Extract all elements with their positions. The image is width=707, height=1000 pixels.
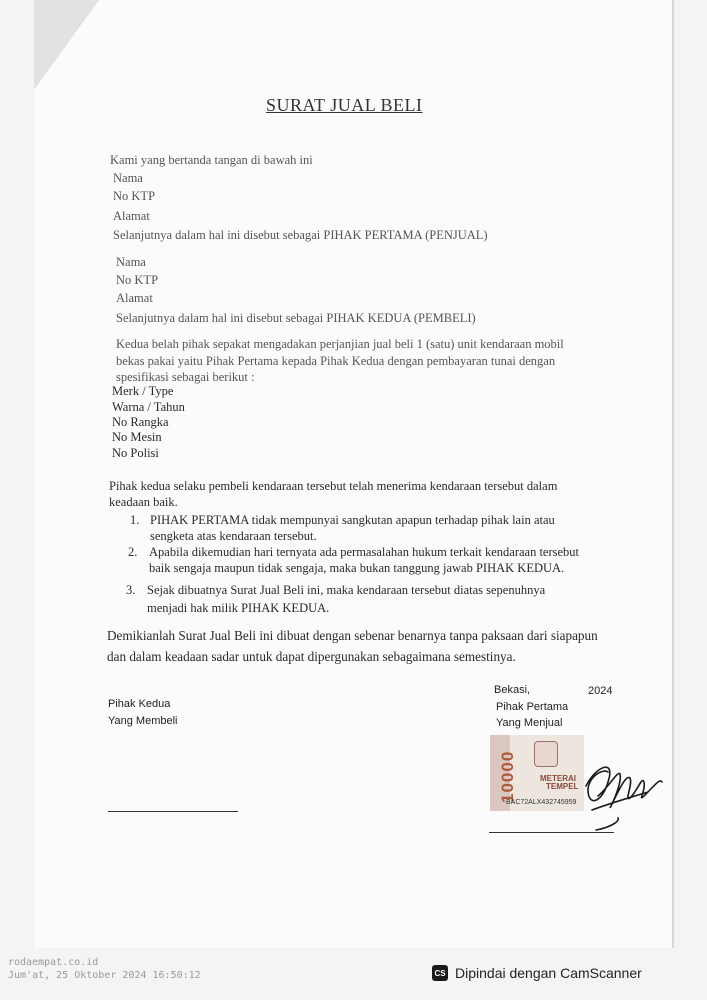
document-title: SURAT JUAL BELI: [266, 95, 423, 115]
stamp-label-2: TEMPEL: [546, 782, 579, 791]
garuda-emblem-icon: [534, 741, 558, 767]
camscanner-icon: CS: [432, 965, 448, 981]
clause-2-line-1: Apabila dikemudian hari ternyata ada permasalahan hukum terkait kendaraan tersebut: [149, 545, 580, 559]
clause-3-line-2: menjadi hak milik PIHAK KEDUA.: [147, 601, 330, 615]
stamp-value: 10000: [498, 750, 517, 803]
party1-address-label: Alamat: [113, 209, 150, 223]
timestamp-watermark: Jum'at, 25 Oktober 2024 16:50:12: [8, 970, 201, 981]
party2-statement: Selanjutnya dalam hal ini disebut sebagai PIHAK KEDUA (PEMBELI): [116, 311, 476, 325]
agreement-line-1: Kedua belah pihak sepakat mengadakan perjanjian jual beli 1 (satu) unit kendaraan mobil: [116, 337, 564, 351]
spec-polisi: No Polisi: [112, 446, 159, 460]
party1-name-label: Nama: [113, 171, 143, 185]
clause-1-line-2: sengketa atas kendaraan tersebut.: [150, 529, 317, 543]
spec-warna: Warna / Tahun: [112, 400, 185, 414]
spec-merk: Merk / Type: [112, 384, 174, 398]
page-fold: [34, 0, 99, 90]
clause-3-number: 3.: [126, 583, 136, 597]
place-label: Bekasi,: [494, 684, 531, 696]
seller-signature-line: [489, 832, 614, 833]
agreement-line-2: bekas pakai yaitu Pihak Pertama kepada Pihak Kedua dengan pembayaran tunai dengan: [116, 354, 556, 368]
clause-2-line-2: baik sengaja maupun tidak sengaja, maka bukan tanggung jawab PIHAK KEDUA.: [149, 561, 565, 575]
closing-line-2: dan dalam keadaan sadar untuk dapat dipergunakan sebagaimana semestinya.: [107, 649, 516, 664]
intro-text: Kami yang bertanda tangan di bawah ini: [110, 153, 313, 167]
stamp-label: [540, 775, 578, 791]
stamp-serial: BAC72ALX432745959: [506, 799, 577, 806]
clause-2-number: 2.: [128, 545, 138, 559]
clause-1-number: 1.: [130, 513, 140, 527]
page-edge: [672, 0, 674, 948]
year-label: 2024: [588, 685, 613, 697]
camscanner-label: Dipindai dengan CamScanner: [455, 965, 642, 981]
party1-ktp-label: No KTP: [113, 189, 156, 203]
party2-name-label: Nama: [116, 255, 146, 269]
party2-ktp-label: No KTP: [116, 273, 159, 287]
left-sign-role: Pihak Kedua: [108, 698, 171, 710]
stamp-label-1: METERAI: [540, 774, 576, 783]
receipt-line-2: keadaan baik.: [109, 495, 178, 509]
camscanner-badge: [432, 962, 642, 984]
clause-1-line-1: PIHAK PERTAMA tidak mempunyai sangkutan apapun terhadap pihak lain atau: [150, 513, 555, 527]
party1-statement: Selanjutnya dalam hal ini disebut sebagai PIHAK PERTAMA (PENJUAL): [113, 228, 488, 242]
right-sign-desc: Yang Menjual: [496, 717, 563, 729]
left-sign-desc: Yang Membeli: [108, 715, 178, 727]
seller-signature: [578, 748, 670, 840]
buyer-signature-line: [108, 811, 238, 812]
spec-rangka: No Rangka: [112, 415, 169, 429]
spec-mesin: No Mesin: [112, 430, 162, 444]
closing-line-1: Demikianlah Surat Jual Beli ini dibuat dengan sebenar benarnya tanpa paksaan dari siapapun: [107, 628, 598, 643]
agreement-line-3: spesifikasi sebagai berikut :: [116, 370, 255, 384]
receipt-line-1: Pihak kedua selaku pembeli kendaraan tersebut telah menerima kendaraan tersebut dalam: [109, 479, 558, 493]
clause-3-line-1: Sejak dibuatnya Surat Jual Beli ini, maka kendaraan tersebut diatas sepenuhnya: [147, 583, 546, 597]
party2-address-label: Alamat: [116, 291, 153, 305]
right-sign-role: Pihak Pertama: [496, 701, 569, 713]
source-watermark: rodaempat.co.id: [8, 957, 99, 968]
meterai-stamp: [490, 735, 584, 811]
